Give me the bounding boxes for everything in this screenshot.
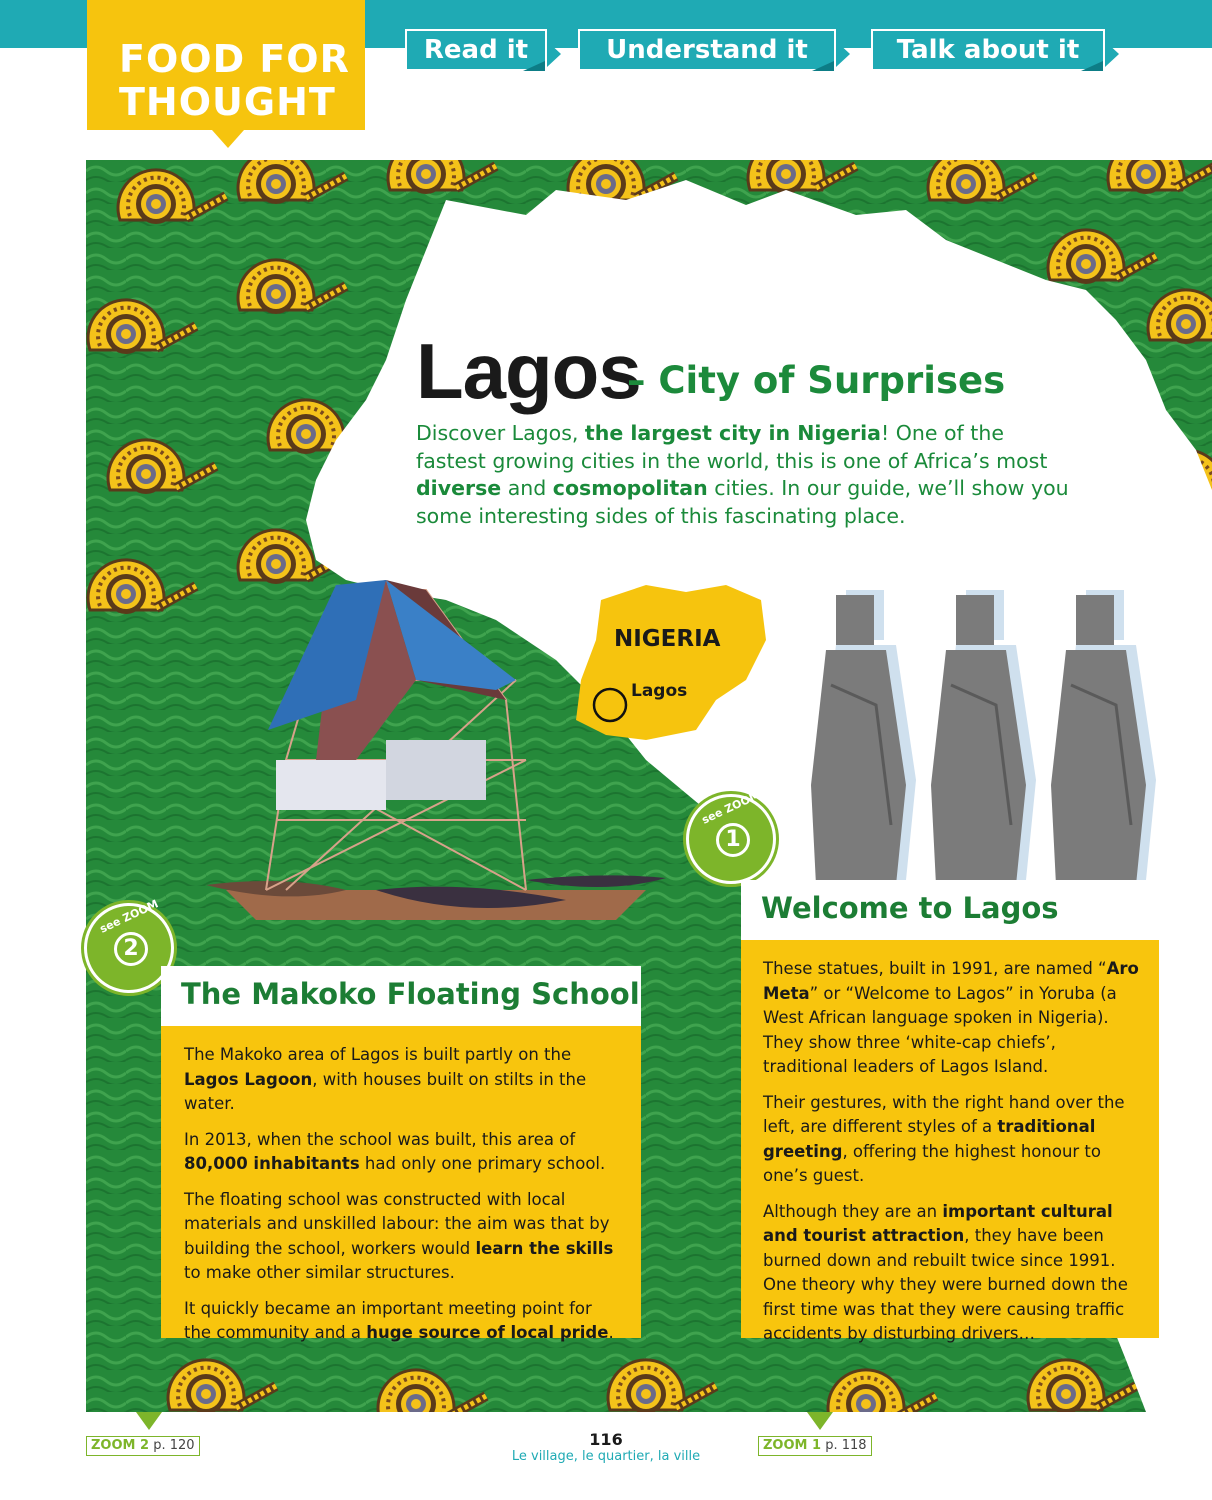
zoom-2-link-label: ZOOM 2 bbox=[91, 1438, 150, 1453]
map-city-label: Lagos bbox=[631, 681, 688, 701]
see-zoom-2-caption: see ZOOM bbox=[97, 897, 161, 936]
see-zoom-1-badge[interactable] bbox=[686, 788, 776, 884]
makoko-text-box bbox=[161, 1026, 641, 1342]
page-subtitle: – City of Surprises bbox=[627, 359, 1006, 402]
map-country-label: NIGERIA bbox=[614, 626, 721, 652]
makoko-paragraph-2: In 2013, when the school was built, this area of 80,000 inhabitants had only one primary school. bbox=[184, 1129, 606, 1173]
see-zoom-1-number: 1 bbox=[716, 823, 750, 857]
statues-illustration bbox=[811, 590, 1156, 885]
chapter-title: Le village, le quartier, la ville bbox=[511, 1449, 701, 1464]
zoom-2-link-page: p. 120 bbox=[153, 1438, 195, 1453]
makoko-paragraph-4: It quickly became an important meeting point for the community and a huge source of local pride. bbox=[184, 1298, 614, 1342]
tab-understand-it[interactable] bbox=[578, 29, 836, 71]
section-label bbox=[87, 0, 365, 130]
zoom-1-footer-arrow-icon bbox=[807, 1412, 833, 1430]
welcome-heading: Welcome to Lagos bbox=[741, 880, 1159, 940]
welcome-paragraph-1: These statues, built in 1991, are named “Aro Meta” or “Welcome to Lagos” in Yoruba (a West African language spoken in Nigeria). They show three ‘white-cap chiefs’, traditional leaders of Lagos Island. bbox=[763, 959, 1139, 1076]
tab-talk-about-it-label: Talk about it bbox=[896, 35, 1080, 65]
tab-talk-about-it[interactable] bbox=[871, 29, 1105, 71]
tab-read-it[interactable] bbox=[405, 29, 547, 71]
zoom-1-link-label: ZOOM 1 bbox=[763, 1438, 822, 1453]
page-title: Lagos bbox=[416, 327, 641, 415]
makoko-heading: The Makoko Floating School bbox=[161, 966, 641, 1026]
makoko-paragraph-3: The floating school was constructed with local materials and unskilled labour: the aim was that by building the school, workers would learn the skills to make other similar structures. bbox=[184, 1189, 614, 1282]
section-label-line2: THOUGHT bbox=[119, 80, 336, 124]
section-label-line1: FOOD FOR bbox=[119, 37, 350, 81]
tab-read-it-label: Read it bbox=[423, 35, 529, 65]
tab-understand-it-label: Understand it bbox=[606, 35, 808, 65]
welcome-text-box bbox=[741, 940, 1159, 1343]
makoko-paragraph-1: The Makoko area of Lagos is built partly on the Lagos Lagoon, with houses built on stilts in the water. bbox=[184, 1045, 587, 1113]
see-zoom-2-number: 2 bbox=[114, 932, 148, 966]
page-number: 116 bbox=[589, 1430, 623, 1449]
section-label-arrow bbox=[212, 130, 244, 148]
see-zoom-1-caption: see ZOOM bbox=[699, 788, 763, 827]
zoom-1-link-page: p. 118 bbox=[825, 1438, 867, 1453]
zoom-2-footer-arrow-icon bbox=[136, 1412, 162, 1430]
intro-paragraph: Discover Lagos, the largest city in Nigeria! One of the fastest growing cities in the world, this is one of Africa’s most diverse and cosmopolitan cities. In our guide, we’ll show you some interesting sides of this fascinating place. bbox=[416, 421, 1069, 528]
welcome-paragraph-3: Although they are an important cultural and tourist attraction, they have been burned down and rebuilt twice since 1991. One theory why they were burned down the first time was that they were causing traffic accidents by disturbing drivers… bbox=[763, 1201, 1128, 1343]
welcome-paragraph-2: Their gestures, with the right hand over the left, are different styles of a traditional greeting, offering the highest honour to one’s guest. bbox=[763, 1092, 1125, 1185]
